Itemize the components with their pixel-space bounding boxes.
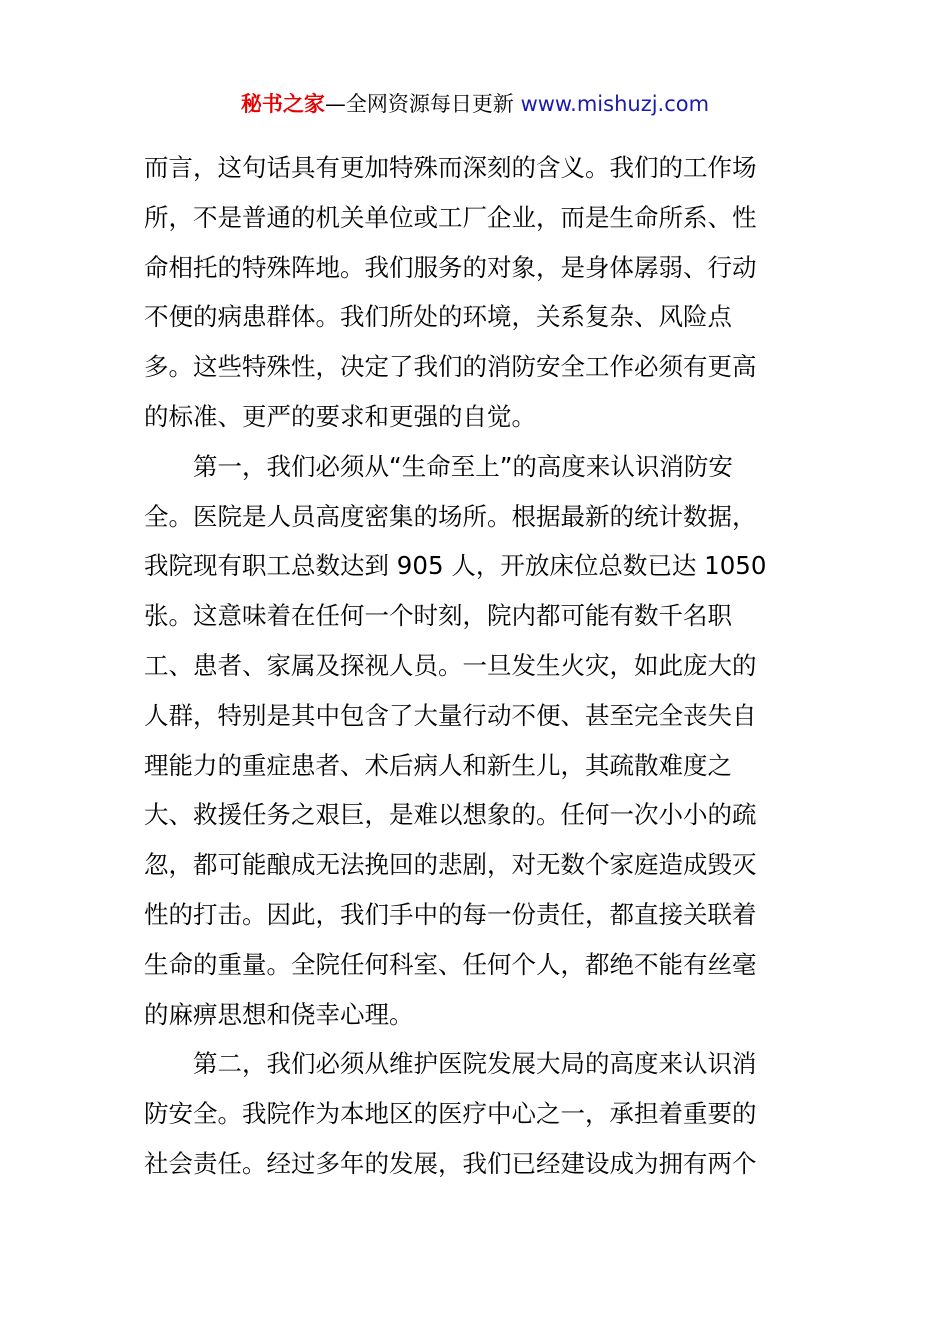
text-line: 不便的病患群体。我们所处的环境，关系复杂、风险点	[144, 302, 732, 332]
text-line: 命相托的特殊阵地。我们服务的对象，是身体孱弱、行动	[144, 252, 757, 282]
text-line: 防安全。我院作为本地区的医疗中心之一，承担着重要的	[144, 1099, 757, 1129]
text-line: 多。这些特殊性，决定了我们的消防安全工作必须有更高	[144, 352, 757, 382]
brand-name: 秘书之家	[240, 92, 325, 116]
text-line: 而言，这句话具有更加特殊而深刻的含义。我们的工作场	[144, 153, 757, 182]
text-line: 忽，都可能酿成无法挽回的悲剧，对无数个家庭造成毁灭	[144, 850, 757, 880]
text-line: 工、患者、家属及探视人员。一旦发生火灾，如此庞大的	[144, 650, 757, 680]
text-line: 生命的重量。全院任何科室、任何个人，都绝不能有丝毫	[144, 949, 757, 979]
text-line: 第一，我们必须从“生命至上”的高度来认识消防安	[144, 451, 733, 481]
text-line: 的麻痹思想和侥幸心理。	[144, 999, 414, 1029]
text-line: 理能力的重症患者、术后病人和新生儿，其疏散难度之	[144, 750, 732, 780]
page-header	[0, 86, 950, 122]
text-line: 张。这意味着在任何一个时刻，院内都可能有数千名职	[144, 601, 732, 631]
body-text	[144, 143, 808, 1189]
text-line: 的标准、更严的要求和更强的自觉。	[144, 401, 536, 431]
text-line: 大、救援任务之艰巨，是难以想象的。任何一次小小的疏	[144, 800, 757, 830]
text-line: 性的打击。因此，我们手中的每一份责任，都直接关联着	[144, 899, 757, 929]
text-line: 第二，我们必须从维护医院发展大局的高度来认识消	[144, 1049, 757, 1079]
text-line: 人群，特别是其中包含了大量行动不便、甚至完全丧失自	[144, 700, 757, 730]
header-tagline: —全网资源每日更新	[324, 92, 521, 116]
text-line: 全。医院是人员高度密集的场所。根据最新的统计数据，	[144, 501, 757, 531]
text-line: 社会责任。经过多年的发展，我们已经建设成为拥有两个	[144, 1148, 757, 1178]
website-link[interactable]: www.mishuzj.com	[520, 92, 710, 116]
text-line: 我院现有职工总数达到 905 人，开放床位总数已达 1050	[144, 551, 767, 581]
text-line: 所，不是普通的机关单位或工厂企业，而是生命所系、性	[144, 202, 757, 232]
